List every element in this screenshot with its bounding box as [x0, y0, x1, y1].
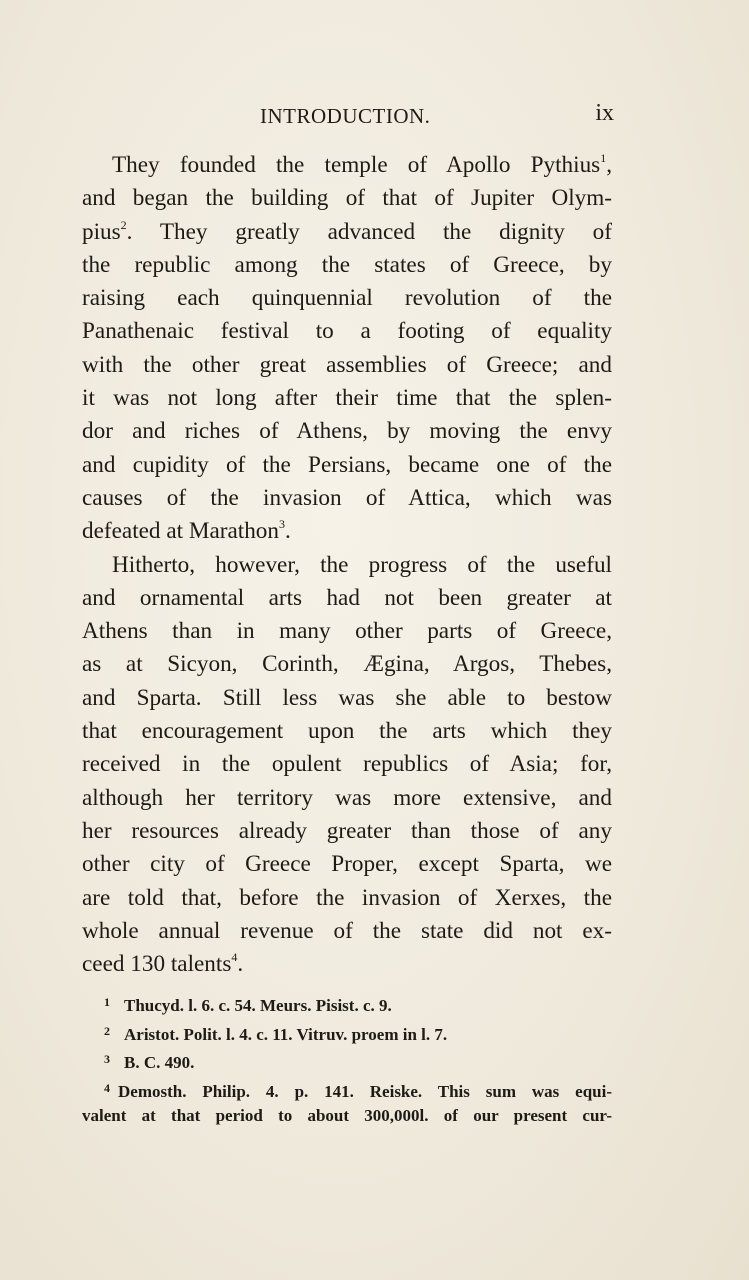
text-line-content: are told that, before the invasion of Xerxes, the — [82, 884, 612, 911]
text-line-tail: . — [237, 951, 244, 978]
footnote-text: B. C. 490. — [124, 1053, 195, 1072]
text-line — [82, 782, 612, 815]
text-line — [82, 249, 612, 282]
text-line-content: it was not long after their time that the splen- — [82, 385, 612, 412]
page-number: ix — [595, 100, 614, 126]
footnote — [82, 1017, 612, 1046]
text-line — [82, 848, 612, 881]
running-header — [82, 100, 614, 132]
text-line-content: her resources already greater than those of any — [82, 817, 612, 844]
text-line — [82, 748, 612, 781]
text-line-content: They founded the temple of Apollo Pythius — [112, 152, 601, 178]
text-line-content: and Sparta. Still less was she able to bestow — [82, 684, 612, 711]
text-line-content: ceed 130 talents — [82, 951, 232, 978]
text-line-content: Panathenaic festival to a footing of equality — [82, 318, 612, 345]
text-line — [82, 915, 612, 948]
footnote-marker: 4 — [104, 1080, 110, 1095]
footnote-marker: 2 — [104, 1023, 110, 1038]
text-line-tail: , — [606, 152, 612, 178]
text-line-content: received in the opulent republics of Asia; for, — [82, 751, 612, 778]
text-line — [82, 682, 612, 715]
text-line-content: the republic among the states of Greece, by — [82, 251, 612, 278]
text-line-content: defeated at Marathon — [82, 518, 279, 545]
text-line-content: Athens than in many other parts of Greece, — [82, 618, 612, 645]
footnote-marker: 3 — [104, 1052, 110, 1066]
text-line — [82, 582, 612, 615]
text-line — [82, 282, 612, 315]
text-line — [82, 515, 612, 548]
text-line-content: and cupidity of the Persians, became one of the — [82, 451, 612, 478]
footnote — [82, 988, 612, 1017]
running-title: INTRODUCTION. — [260, 104, 431, 128]
text-line — [82, 482, 612, 515]
footnote — [82, 1074, 612, 1103]
text-line — [82, 216, 612, 249]
text-line-content: as at Sicyon, Corinth, Ægina, Argos, Thebes, — [82, 651, 612, 678]
text-line-tail: . They greatly advanced the dignity of — [126, 218, 612, 245]
text-line-content: whole annual revenue of the state did not ex- — [82, 917, 612, 944]
text-line — [82, 715, 612, 748]
footnote-reference: 3 — [279, 517, 285, 532]
footnote-text: Demosth. Philip. 4. p. 141. Reiske. This sum was equi- — [118, 1081, 612, 1101]
text-line — [82, 615, 612, 648]
text-line-content: raising each quinquennial revolution of the — [82, 285, 612, 312]
text-line — [82, 315, 612, 348]
footnote-text: Aristot. Polit. l. 4. c. 11. Vitruv. proem in l. 7. — [124, 1024, 448, 1044]
text-line — [82, 182, 612, 215]
footnote-text: Thucyd. l. 6. c. 54. Meurs. Pisist. c. 9. — [124, 996, 392, 1015]
footnote-reference: 2 — [120, 217, 127, 232]
text-line — [82, 382, 612, 415]
footnote — [82, 1102, 612, 1131]
text-line-content: other city of Greece Proper, except Sparta, we — [82, 851, 612, 878]
footnote-text: valent at that period to about 300,000l. of our present cur- — [82, 1106, 612, 1125]
footnotes — [82, 988, 612, 1131]
text-line — [82, 882, 612, 915]
text-line-content: although her territory was more extensive, and — [82, 784, 612, 811]
text-line-content: and ornamental arts had not been greater at — [82, 584, 612, 611]
text-line-content: with the other great assemblies of Greece; and — [82, 351, 612, 378]
text-line-content: and began the building of that of Jupiter Olym- — [82, 185, 612, 212]
footnote-marker: 1 — [104, 995, 110, 1009]
text-line — [82, 415, 612, 448]
footnote-reference: 1 — [600, 151, 607, 165]
text-line — [82, 648, 612, 681]
footnote — [82, 1045, 612, 1074]
text-line-content: causes of the invasion of Attica, which was — [82, 484, 612, 511]
text-line — [82, 549, 612, 582]
text-line-content: dor and riches of Athens, by moving the envy — [82, 418, 612, 445]
text-line-tail: . — [285, 518, 291, 545]
text-line-content: Hitherto, however, the progress of the useful — [112, 551, 612, 578]
text-line — [82, 349, 612, 382]
text-line-content: pius — [82, 218, 121, 245]
text-line — [82, 815, 612, 848]
text-line — [82, 149, 612, 182]
text-line — [82, 449, 612, 482]
main-text — [82, 149, 612, 981]
text-line — [82, 948, 612, 981]
text-line-content: that encouragement upon the arts which they — [82, 718, 612, 745]
footnote-reference: 4 — [231, 950, 238, 965]
